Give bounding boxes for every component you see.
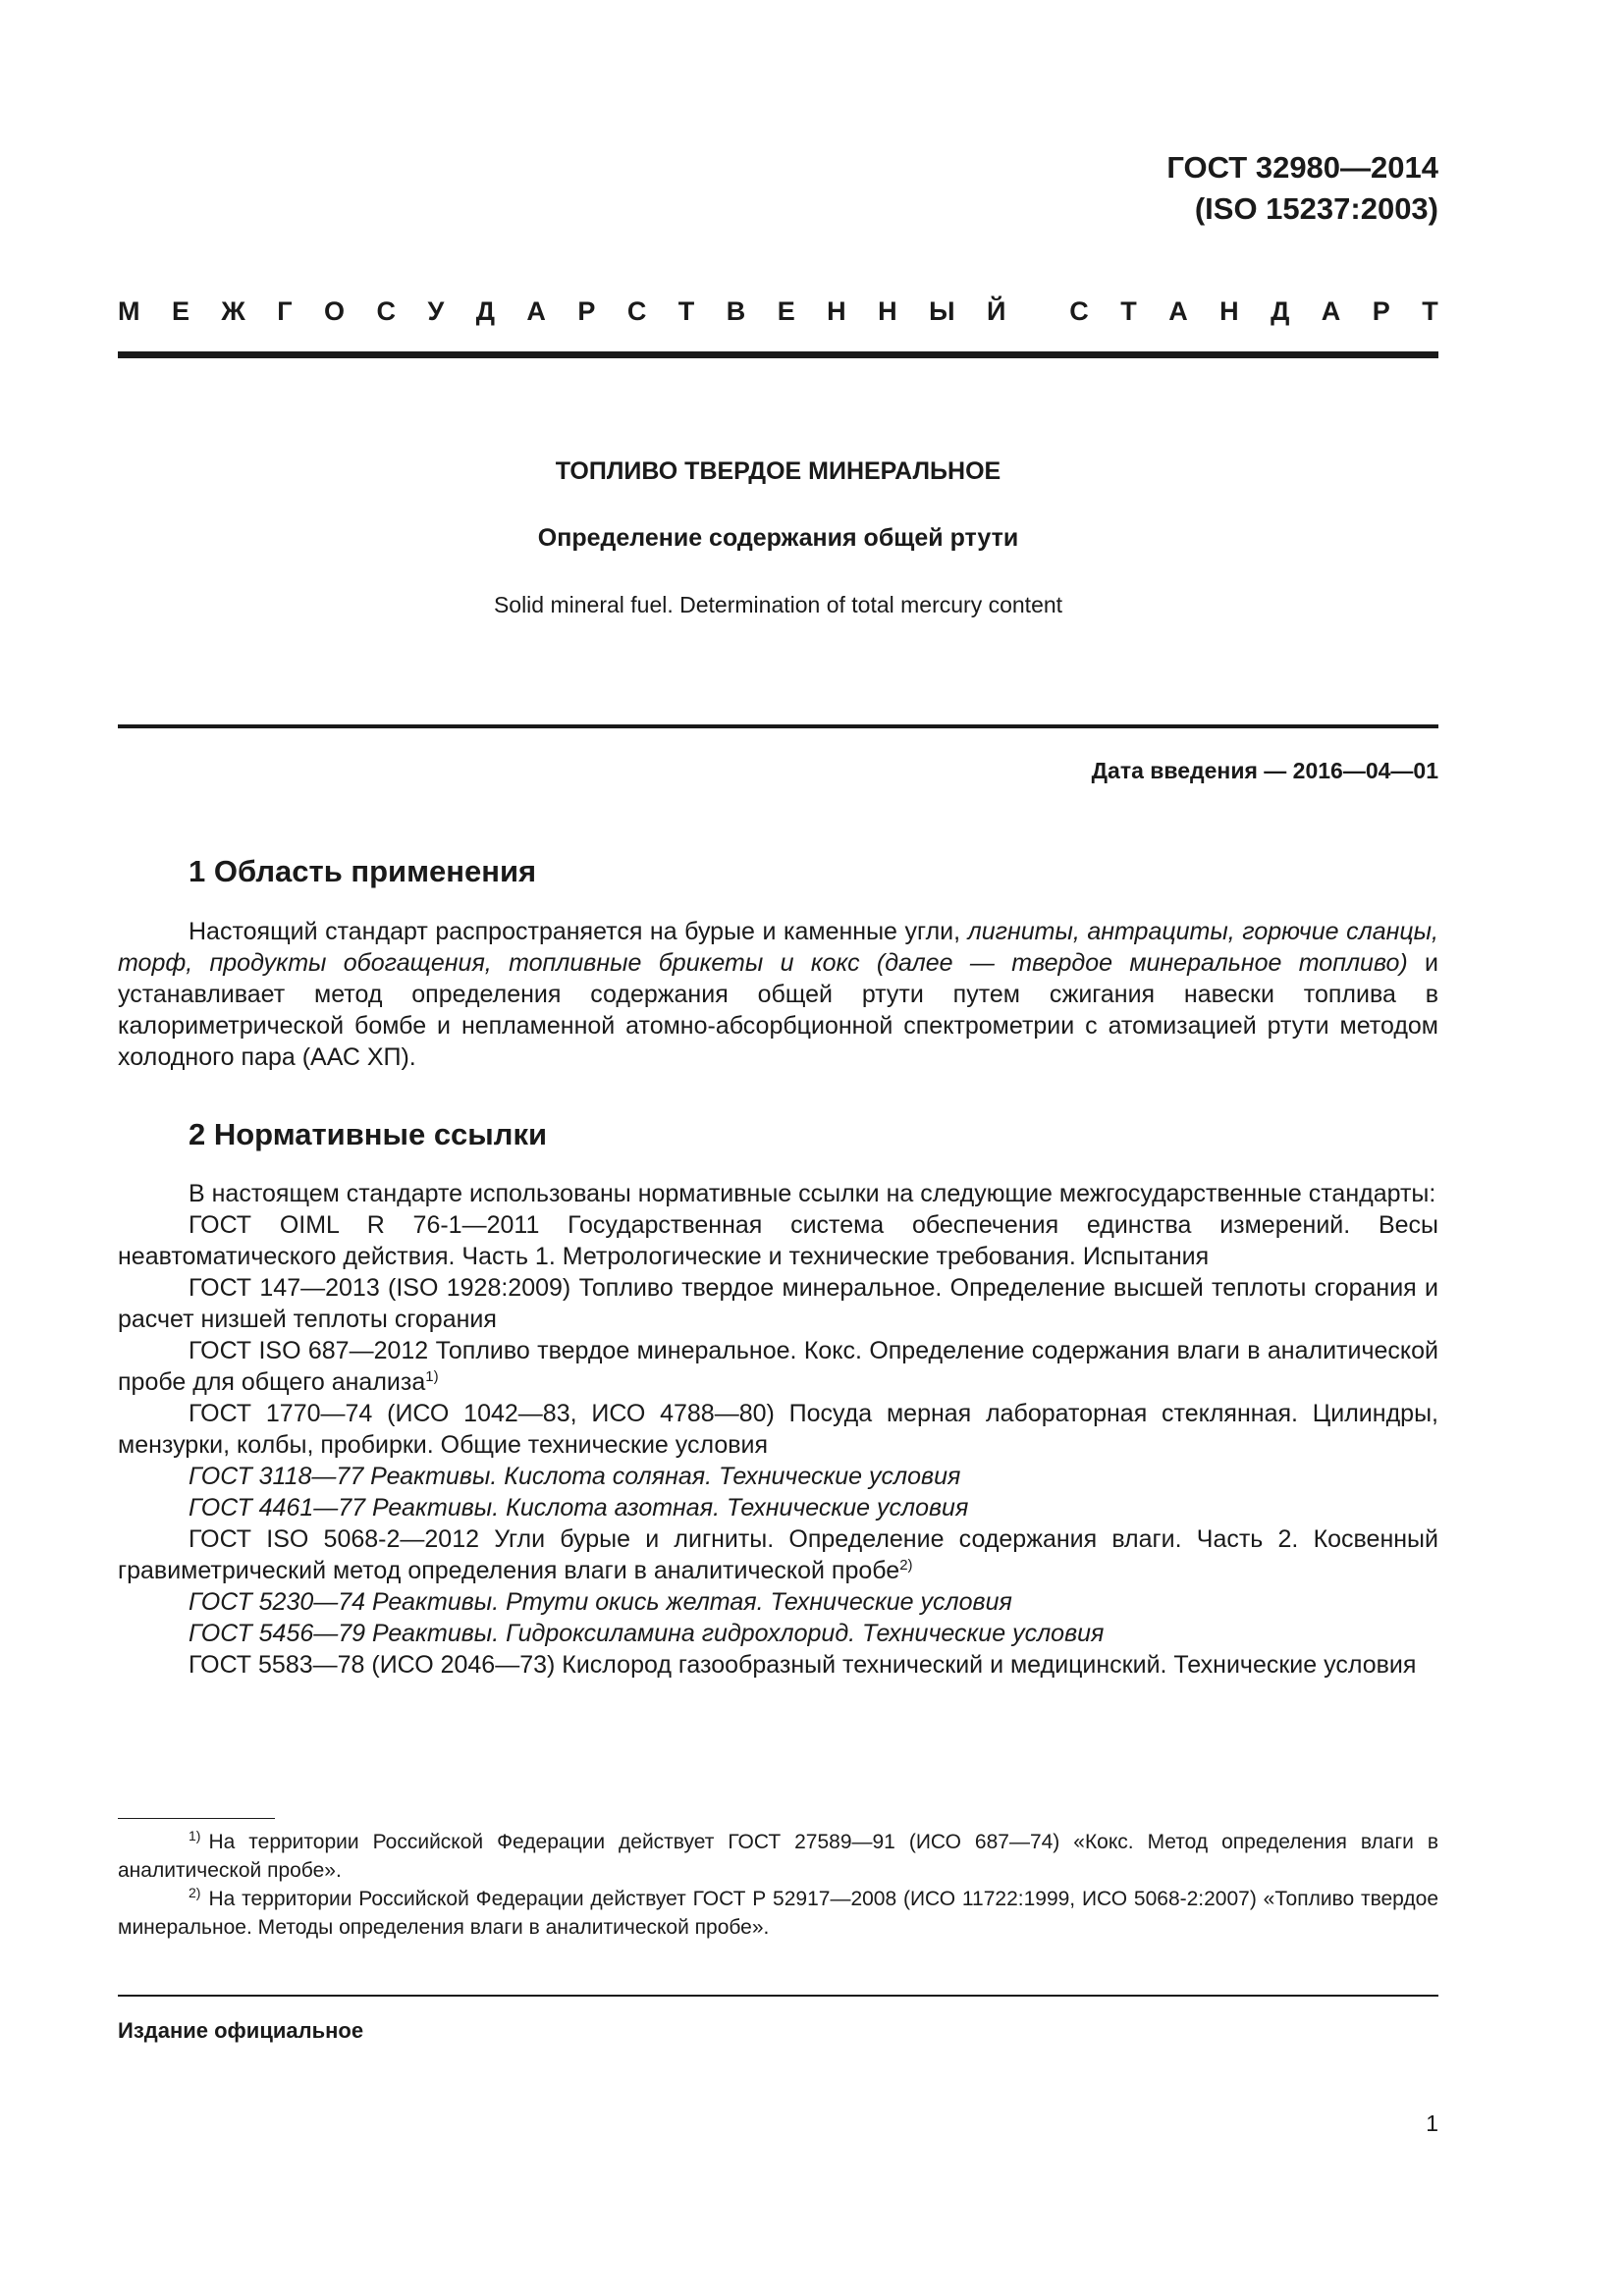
footnote-text: На территории Российской Федерации действует ГОСТ 27589—91 (ИСО 687—74) «Кокс. Метод определения влаги в аналитической пробе». bbox=[118, 1831, 1438, 1882]
banner-letter: В bbox=[726, 296, 746, 326]
banner-letter: Ы bbox=[929, 296, 955, 326]
page-number: 1 bbox=[1426, 2110, 1438, 2136]
banner-letter: Е bbox=[171, 296, 189, 326]
banner-letter: Р bbox=[577, 296, 596, 326]
banner-letter: Й bbox=[986, 296, 1006, 326]
reference-entry bbox=[118, 1272, 1438, 1335]
scope-text-part1: Настоящий стандарт распространяется на бурые и каменные угли, bbox=[189, 918, 968, 945]
interstate-standard-banner bbox=[118, 296, 1438, 327]
reference-text: ГОСТ 4461—77 Реактивы. Кислота азотная. Технические условия bbox=[189, 1494, 969, 1522]
banner-letter: А bbox=[1168, 296, 1188, 326]
reference-entry bbox=[118, 1398, 1438, 1461]
banner-letter: Ж bbox=[221, 296, 245, 326]
footnote bbox=[118, 1885, 1438, 1942]
banner-letter: Д bbox=[1271, 296, 1290, 326]
footnote-text: На территории Российской Федерации действует ГОСТ Р 52917—2008 (ИСО 11722:1999, ИСО 5068-2:2007) «Топливо твердое минеральное. Методы определения влаги в аналитической пробе». bbox=[118, 1888, 1438, 1939]
reference-entry bbox=[118, 1335, 1438, 1398]
banner-letter: М bbox=[118, 296, 140, 326]
banner-letter: А bbox=[526, 296, 546, 326]
reference-text: ГОСТ 147—2013 (ISO 1928:2009) Топливо твердое минеральное. Определение высшей теплоты сгорания и расчет низшей теплоты сгорания bbox=[118, 1274, 1438, 1333]
banner-letter: С bbox=[1069, 296, 1089, 326]
footnote-reference: 1) bbox=[425, 1368, 439, 1385]
document-number bbox=[1166, 147, 1438, 230]
section-heading-normative-references: 2 Нормативные ссылки bbox=[189, 1117, 548, 1151]
banner-letter: Н bbox=[1219, 296, 1239, 326]
banner-letter: Д bbox=[475, 296, 495, 326]
header-divider bbox=[118, 351, 1438, 358]
scope-text-italic: лигниты, антрациты, горючие сланцы, торф, продукты обогащения, топливные брикеты и кокс (далее — твердое минеральное топливо) bbox=[118, 918, 1438, 977]
reference-text: ГОСТ OIML R 76-1—2011 Государственная система обеспечения единства измерений. Весы неавтоматического действия. Часть 1. Метрологические и технические требования. Испытания bbox=[118, 1211, 1438, 1270]
references-intro: В настоящем стандарте использованы нормативные ссылки на следующие межгосударственные стандарты: bbox=[189, 1180, 1436, 1207]
banner-letter: О bbox=[324, 296, 346, 326]
banner-letter: С bbox=[626, 296, 647, 326]
banner-letter: Т bbox=[1422, 296, 1438, 326]
reference-text: ГОСТ ISO 687—2012 Топливо твердое минеральное. Кокс. Определение содержания влаги в аналитической пробе для общего анализа bbox=[118, 1337, 1438, 1396]
scope-text-part2: и устанавливает метод определения содержания общей ртути путем сжигания навески топлива в калориметрической бомбе и непламенной атомно-абсорбционной спектрометрии с атомизацией ртути методом холодного пара (ААС ХП). bbox=[118, 949, 1438, 1071]
reference-text: ГОСТ 5230—74 Реактивы. Ртути окись желтая. Технические условия bbox=[189, 1588, 1012, 1616]
reference-entry bbox=[118, 1209, 1438, 1272]
footnotes bbox=[118, 1828, 1438, 1942]
banner-letter: Н bbox=[827, 296, 846, 326]
reference-entry bbox=[118, 1523, 1438, 1586]
reference-text: ГОСТ ISO 5068-2—2012 Угли бурые и лигниты. Определение содержания влаги. Часть 2. Косвенный гравиметрический метод определения влаги в аналитической пробе bbox=[118, 1525, 1438, 1584]
document-title: ТОПЛИВО ТВЕРДОЕ МИНЕРАЛЬНОЕ bbox=[555, 457, 1001, 485]
document-subtitle: Определение содержания общей ртути bbox=[537, 524, 1019, 552]
scope-paragraph bbox=[118, 916, 1438, 1073]
footnote-reference: 2) bbox=[899, 1557, 913, 1574]
reference-entry bbox=[118, 1461, 1438, 1492]
normative-references-list bbox=[118, 1178, 1438, 1681]
reference-text: ГОСТ 1770—74 (ИСО 1042—83, ИСО 4788—80) Посуда мерная лабораторная стеклянная. Цилиндры, мензурки, колбы, пробирки. Общие технические условия bbox=[118, 1400, 1438, 1459]
reference-text: ГОСТ 5456—79 Реактивы. Гидроксиламина гидрохлорид. Технические условия bbox=[189, 1620, 1105, 1647]
banner-letter: Н bbox=[878, 296, 897, 326]
banner-letter: Е bbox=[777, 296, 795, 326]
footnote-divider bbox=[118, 1818, 275, 1819]
document-number-iso: (ISO 15237:2003) bbox=[1194, 191, 1438, 226]
banner-letter: А bbox=[1321, 296, 1341, 326]
document-number-gost: ГОСТ 32980—2014 bbox=[1166, 150, 1438, 185]
banner-letter: Т bbox=[677, 296, 695, 326]
reference-entry bbox=[118, 1586, 1438, 1618]
document-title-english: Solid mineral fuel. Determination of total mercury content bbox=[493, 592, 1063, 617]
banner-letter: Г bbox=[277, 296, 293, 326]
footnote-mark: 2) bbox=[189, 1885, 201, 1900]
banner-letter: Р bbox=[1372, 296, 1390, 326]
introduction-date: Дата введения — 2016—04—01 bbox=[1091, 758, 1438, 783]
section-heading-scope: 1 Область применения bbox=[189, 854, 537, 888]
edition-label: Издание официальное bbox=[118, 2018, 364, 2043]
reference-text: ГОСТ 5583—78 (ИСО 2046—73) Кислород газообразный технический и медицинский. Технические условия bbox=[189, 1651, 1417, 1679]
banner-letter: У bbox=[427, 296, 445, 326]
reference-entry bbox=[118, 1492, 1438, 1523]
banner-letter: С bbox=[376, 296, 397, 326]
reference-entry bbox=[118, 1618, 1438, 1649]
reference-text: ГОСТ 3118—77 Реактивы. Кислота соляная. Технические условия bbox=[189, 1463, 961, 1490]
footer-divider bbox=[118, 1995, 1438, 1997]
footnote bbox=[118, 1828, 1438, 1885]
title-divider bbox=[118, 724, 1438, 728]
reference-entry bbox=[118, 1649, 1438, 1681]
section-scope-text bbox=[118, 916, 1438, 1073]
footnote-mark: 1) bbox=[189, 1828, 201, 1843]
banner-letter: Т bbox=[1120, 296, 1137, 326]
